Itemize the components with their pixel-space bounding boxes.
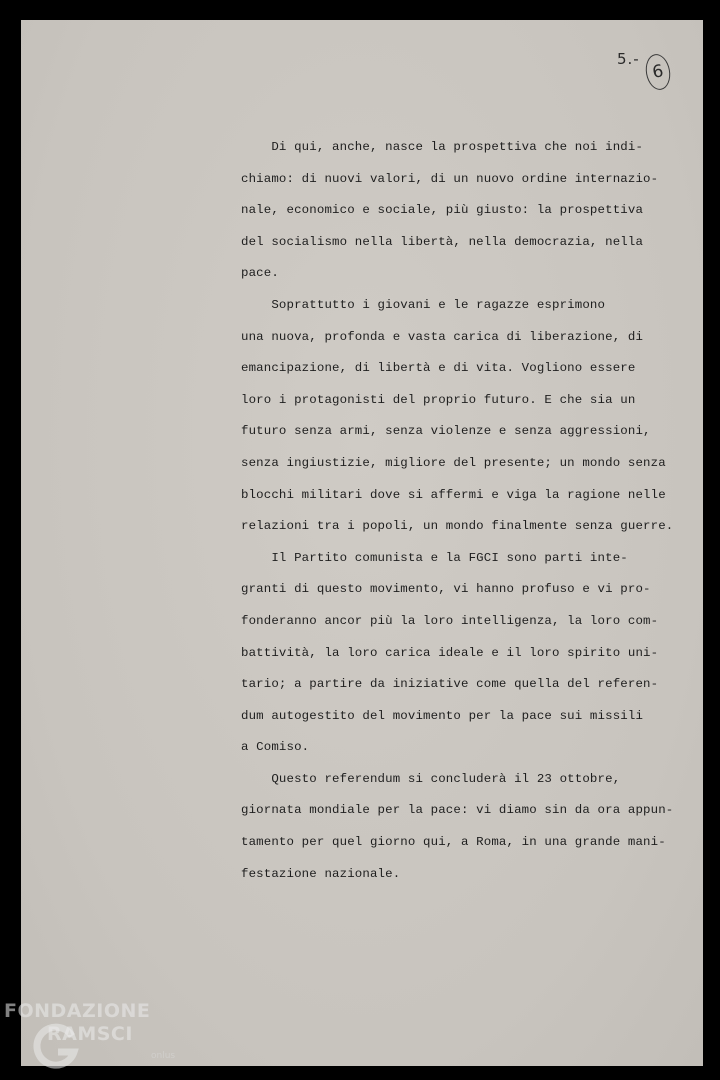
text-line: futuro senza armi, senza violenze e senza aggressioni, [241,424,651,439]
text-line: relazioni tra i popoli, un mondo finalmente senza guerre. [241,519,674,534]
circled-page-number: 6 [643,52,673,92]
text-line: chiamo: di nuovi valori, di un nuovo ordine internazio- [241,171,659,186]
text-line: dum autogestito del movimento per la pace sui missili [241,708,644,723]
text-line: Questo referendum si concluderà il 23 ottobre, [241,771,621,786]
watermark-line2: RAMSCI [47,1023,133,1045]
text-line: granti di questo movimento, vi hanno profuso e vi pro- [241,582,651,597]
text-line: Di qui, anche, nasce la prospettiva che noi indi- [241,140,644,154]
text-line: pace. [241,266,279,281]
text-line: blocchi militari dove si affermi e viga la ragione nelle [241,487,666,502]
text-line: giornata mondiale per la pace: vi diamo sin da ora appun- [241,803,674,818]
text-line: del socialismo nella libertà, nella democrazia, nella [241,234,644,249]
text-line: Il Partito comunista e la FGCI sono parti inte- [241,550,628,565]
text-line: emancipazione, di libertà e di vita. Vogliono essere [241,361,636,376]
text-line: nale, economico e sociale, più giusto: la prospettiva [241,203,644,218]
text-line: tario; a partire da iniziative come quella del referen- [241,677,659,692]
page-number: 5.- [617,50,640,68]
text-line: senza ingiustizie, migliore del presente; un mondo senza [241,455,666,470]
text-line: battività, la loro carica ideale e il loro spirito uni- [241,645,659,660]
text-line: loro i protagonisti del proprio futuro. E che sia un [241,392,636,407]
watermark-suffix: onlus [151,1051,176,1061]
text-line: una nuova, profonda e vasta carica di liberazione, di [241,329,644,344]
text-line: festazione nazionale. [241,866,401,881]
typewritten-text [241,132,674,890]
fondazione-gramsci-watermark [4,1000,184,1080]
watermark-line1: FONDAZIONE [4,1000,151,1022]
text-line: fonderanno ancor più la loro intelligenza, la loro com- [241,613,659,628]
text-line: tamento per quel giorno qui, a Roma, in una grande mani- [241,835,666,850]
text-line: Soprattutto i giovani e le ragazze esprimono [241,297,606,312]
text-line: a Comiso. [241,740,310,755]
